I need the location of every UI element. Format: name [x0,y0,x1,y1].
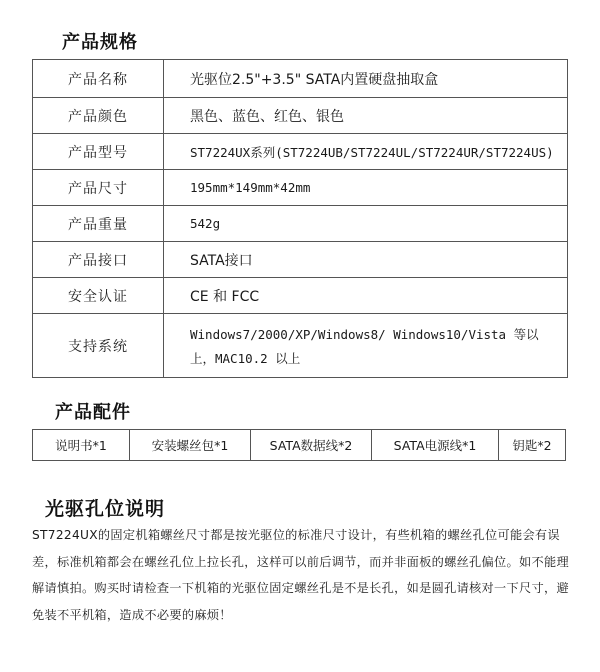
spec-key: 安全认证 [33,278,164,314]
spec-row [33,170,568,206]
spec-row [33,314,568,378]
hole-heading: 光驱孔位说明 [45,498,166,520]
spec-value: 195mm*149mm*42mm [164,170,568,206]
spec-row [33,242,568,278]
spec-key: 产品型号 [33,134,164,170]
accessory-item: 安装螺丝包*1 [130,430,251,461]
accessory-item: SATA数据线*2 [251,430,372,461]
spec-table [32,59,568,378]
spec-key: 产品颜色 [33,98,164,134]
spec-value: 542g [164,206,568,242]
spec-row [33,206,568,242]
hole-description: ST7224UX的固定机箱螺丝尺寸都是按光驱位的标准尺寸设计，有些机箱的螺丝孔位可能会有误差，标准机箱都会在螺丝孔位上拉长孔，这样可以前后调节，而并非面板的螺丝孔偏位。如不能理解请慎拍。购买时请检查一下机箱的光驱位固定螺丝孔是不是长孔，如是圆孔请核对一下尺寸，避免装不平机箱，造成不必要的麻烦！ [32,528,569,622]
spec-value: 光驱位2.5"+3.5" SATA内置硬盘抽取盒 [164,60,568,98]
accessory-item: 说明书*1 [33,430,130,461]
spec-row [33,60,568,98]
spec-key: 产品名称 [33,60,164,98]
spec-row [33,98,568,134]
spec-row [33,278,568,314]
accessory-item: 钥匙*2 [499,430,566,461]
accessories-heading: 产品配件 [55,402,131,423]
spec-key: 产品尺寸 [33,170,164,206]
spec-value: Windows7/2000/XP/Windows8/ Windows10/Vista 等以上，MAC10.2 以上 [164,314,568,378]
spec-value: SATA接口 [164,242,568,278]
accessories-table [32,429,566,461]
accessory-item: SATA电源线*1 [372,430,499,461]
spec-key: 产品接口 [33,242,164,278]
spec-heading: 产品规格 [62,32,138,53]
accessories-row [33,430,566,461]
spec-value: 黑色、蓝色、红色、银色 [164,98,568,134]
spec-row [33,134,568,170]
spec-value: ST7224UX系列(ST7224UB/ST7224UL/ST7224UR/ST7224US) [164,134,568,170]
spec-value: CE 和 FCC [164,278,568,314]
spec-key: 产品重量 [33,206,164,242]
spec-key: 支持系统 [33,314,164,378]
